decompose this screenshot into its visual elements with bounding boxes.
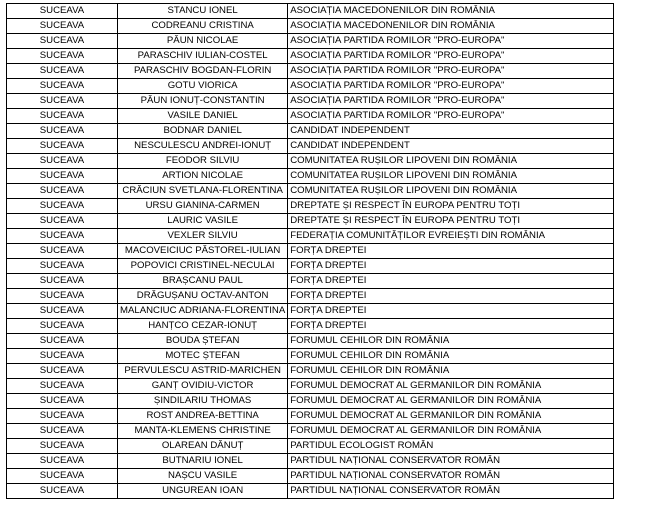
candidate-name-cell: CODREANU CRISTINA	[118, 19, 288, 34]
party-cell: ASOCIAȚIA MACEDONENILOR DIN ROMÂNIA	[288, 19, 614, 34]
candidate-name-cell: URSU GIANINA-CARMEN	[118, 199, 288, 214]
candidate-name-cell: GOTU VIORICA	[118, 79, 288, 94]
candidate-name-cell: PARASCHIV BOGDAN-FLORIN	[118, 64, 288, 79]
party-cell: ASOCIAȚIA MACEDONENILOR DIN ROMÂNIA	[288, 4, 614, 19]
county-cell: SUCEAVA	[7, 49, 118, 64]
table-row	[7, 334, 614, 349]
table-row	[7, 139, 614, 154]
county-cell: SUCEAVA	[7, 34, 118, 49]
candidate-name-cell: OLAREAN DĂNUȚ	[118, 439, 288, 454]
candidate-name-cell: FEODOR SILVIU	[118, 154, 288, 169]
table-row	[7, 379, 614, 394]
candidate-name-cell: VEXLER SILVIU	[118, 229, 288, 244]
table-row	[7, 424, 614, 439]
candidate-name-cell: VASILE DANIEL	[118, 109, 288, 124]
county-cell: SUCEAVA	[7, 199, 118, 214]
table-row	[7, 454, 614, 469]
table-row	[7, 34, 614, 49]
party-cell: FORUMUL CEHILOR DIN ROMÂNIA	[288, 349, 614, 364]
party-cell: PARTIDUL NAȚIONAL CONSERVATOR ROMÂN	[288, 454, 614, 469]
candidate-name-cell: GANȚ OVIDIU-VICTOR	[118, 379, 288, 394]
table-row	[7, 229, 614, 244]
party-cell: FORȚA DREPTEI	[288, 304, 614, 319]
county-cell: SUCEAVA	[7, 124, 118, 139]
county-cell: SUCEAVA	[7, 169, 118, 184]
party-cell: FEDERAȚIA COMUNITĂȚILOR EVREIEȘTI DIN ROMÂNIA	[288, 229, 614, 244]
table-row	[7, 409, 614, 424]
party-cell: DREPTATE ȘI RESPECT ÎN EUROPA PENTRU TOȚI	[288, 214, 614, 229]
party-cell: FORUMUL DEMOCRAT AL GERMANILOR DIN ROMÂNIA	[288, 409, 614, 424]
party-cell: ASOCIAȚIA PARTIDA ROMILOR "PRO-EUROPA"	[288, 109, 614, 124]
county-cell: SUCEAVA	[7, 139, 118, 154]
party-cell: PARTIDUL ECOLOGIST ROMÂN	[288, 439, 614, 454]
party-cell: FORȚA DREPTEI	[288, 259, 614, 274]
table-row	[7, 394, 614, 409]
county-cell: SUCEAVA	[7, 394, 118, 409]
candidate-name-cell: BODNAR DANIEL	[118, 124, 288, 139]
county-cell: SUCEAVA	[7, 19, 118, 34]
party-cell: FORUMUL CEHILOR DIN ROMÂNIA	[288, 364, 614, 379]
table-row	[7, 109, 614, 124]
county-cell: SUCEAVA	[7, 304, 118, 319]
party-cell: PARTIDUL NAȚIONAL CONSERVATOR ROMÂN	[288, 484, 614, 499]
table-row	[7, 124, 614, 139]
county-cell: SUCEAVA	[7, 94, 118, 109]
county-cell: SUCEAVA	[7, 109, 118, 124]
table-row	[7, 364, 614, 379]
table-row	[7, 469, 614, 484]
party-cell: FORȚA DREPTEI	[288, 244, 614, 259]
table-row	[7, 184, 614, 199]
candidate-name-cell: LAURIC VASILE	[118, 214, 288, 229]
table-row	[7, 64, 614, 79]
county-cell: SUCEAVA	[7, 289, 118, 304]
party-cell: FORȚA DREPTEI	[288, 289, 614, 304]
candidates-table-body	[7, 4, 614, 499]
table-row	[7, 154, 614, 169]
table-row	[7, 274, 614, 289]
candidate-name-cell: BUTNARIU IONEL	[118, 454, 288, 469]
county-cell: SUCEAVA	[7, 244, 118, 259]
table-row	[7, 259, 614, 274]
table-row	[7, 94, 614, 109]
party-cell: ASOCIAȚIA PARTIDA ROMILOR "PRO-EUROPA"	[288, 34, 614, 49]
candidate-name-cell: ȘINDILARIU THOMAS	[118, 394, 288, 409]
candidate-name-cell: ARTION NICOLAE	[118, 169, 288, 184]
candidate-name-cell: HANȚCO CEZAR-IONUȚ	[118, 319, 288, 334]
county-cell: SUCEAVA	[7, 184, 118, 199]
table-row	[7, 289, 614, 304]
candidate-name-cell: MACOVEICIUC PĂSTOREL-IULIAN	[118, 244, 288, 259]
county-cell: SUCEAVA	[7, 229, 118, 244]
candidate-name-cell: MANTA-KLEMENS CHRISTINE	[118, 424, 288, 439]
county-cell: SUCEAVA	[7, 79, 118, 94]
candidate-name-cell: MALANCIUC ADRIANA-FLORENTINA	[118, 304, 288, 319]
county-cell: SUCEAVA	[7, 274, 118, 289]
candidate-name-cell: MOTEC ȘTEFAN	[118, 349, 288, 364]
county-cell: SUCEAVA	[7, 154, 118, 169]
candidate-name-cell: BOUDA ȘTEFAN	[118, 334, 288, 349]
party-cell: FORUMUL DEMOCRAT AL GERMANILOR DIN ROMÂNIA	[288, 379, 614, 394]
county-cell: SUCEAVA	[7, 64, 118, 79]
candidate-name-cell: PĂUN IONUȚ-CONSTANTIN	[118, 94, 288, 109]
party-cell: ASOCIAȚIA PARTIDA ROMILOR "PRO-EUROPA"	[288, 49, 614, 64]
candidate-name-cell: BRAȘCANU PAUL	[118, 274, 288, 289]
county-cell: SUCEAVA	[7, 454, 118, 469]
table-row	[7, 319, 614, 334]
party-cell: PARTIDUL NAȚIONAL CONSERVATOR ROMÂN	[288, 469, 614, 484]
table-row	[7, 484, 614, 499]
candidate-name-cell: PĂUN NICOLAE	[118, 34, 288, 49]
party-cell: FORUMUL DEMOCRAT AL GERMANILOR DIN ROMÂNIA	[288, 394, 614, 409]
county-cell: SUCEAVA	[7, 334, 118, 349]
table-row	[7, 199, 614, 214]
table-row	[7, 169, 614, 184]
county-cell: SUCEAVA	[7, 424, 118, 439]
county-cell: SUCEAVA	[7, 409, 118, 424]
candidate-name-cell: ROST ANDREA-BETTINA	[118, 409, 288, 424]
candidate-name-cell: PERVULESCU ASTRID-MARICHEN	[118, 364, 288, 379]
table-row	[7, 304, 614, 319]
candidate-name-cell: STANCU IONEL	[118, 4, 288, 19]
county-cell: SUCEAVA	[7, 319, 118, 334]
candidate-name-cell: CRĂCIUN SVETLANA-FLORENTINA	[118, 184, 288, 199]
county-cell: SUCEAVA	[7, 484, 118, 499]
party-cell: DREPTATE ȘI RESPECT ÎN EUROPA PENTRU TOȚI	[288, 199, 614, 214]
candidate-name-cell: DRĂGUȘANU OCTAV-ANTON	[118, 289, 288, 304]
table-row	[7, 349, 614, 364]
table-row	[7, 79, 614, 94]
party-cell: FORUMUL CEHILOR DIN ROMÂNIA	[288, 334, 614, 349]
table-row	[7, 4, 614, 19]
party-cell: COMUNITATEA RUȘILOR LIPOVENI DIN ROMÂNIA	[288, 184, 614, 199]
candidate-name-cell: PARASCHIV IULIAN-COSTEL	[118, 49, 288, 64]
party-cell: FORȚA DREPTEI	[288, 274, 614, 289]
table-row	[7, 244, 614, 259]
party-cell: FORȚA DREPTEI	[288, 319, 614, 334]
party-cell: ASOCIAȚIA PARTIDA ROMILOR "PRO-EUROPA"	[288, 79, 614, 94]
table-row	[7, 214, 614, 229]
county-cell: SUCEAVA	[7, 379, 118, 394]
county-cell: SUCEAVA	[7, 364, 118, 379]
county-cell: SUCEAVA	[7, 4, 118, 19]
county-cell: SUCEAVA	[7, 439, 118, 454]
candidate-name-cell: POPOVICI CRISTINEL-NECULAI	[118, 259, 288, 274]
party-cell: COMUNITATEA RUȘILOR LIPOVENI DIN ROMÂNIA	[288, 154, 614, 169]
party-cell: CANDIDAT INDEPENDENT	[288, 124, 614, 139]
candidates-table	[6, 3, 614, 499]
county-cell: SUCEAVA	[7, 349, 118, 364]
county-cell: SUCEAVA	[7, 469, 118, 484]
county-cell: SUCEAVA	[7, 259, 118, 274]
candidate-name-cell: NAȘCU VASILE	[118, 469, 288, 484]
party-cell: FORUMUL DEMOCRAT AL GERMANILOR DIN ROMÂNIA	[288, 424, 614, 439]
table-row	[7, 439, 614, 454]
party-cell: ASOCIAȚIA PARTIDA ROMILOR "PRO-EUROPA"	[288, 64, 614, 79]
party-cell: COMUNITATEA RUȘILOR LIPOVENI DIN ROMÂNIA	[288, 169, 614, 184]
party-cell: ASOCIAȚIA PARTIDA ROMILOR "PRO-EUROPA"	[288, 94, 614, 109]
candidate-name-cell: UNGUREAN IOAN	[118, 484, 288, 499]
county-cell: SUCEAVA	[7, 214, 118, 229]
party-cell: CANDIDAT INDEPENDENT	[288, 139, 614, 154]
table-row	[7, 19, 614, 34]
candidate-name-cell: NESCULESCU ANDREI-IONUȚ	[118, 139, 288, 154]
table-row	[7, 49, 614, 64]
